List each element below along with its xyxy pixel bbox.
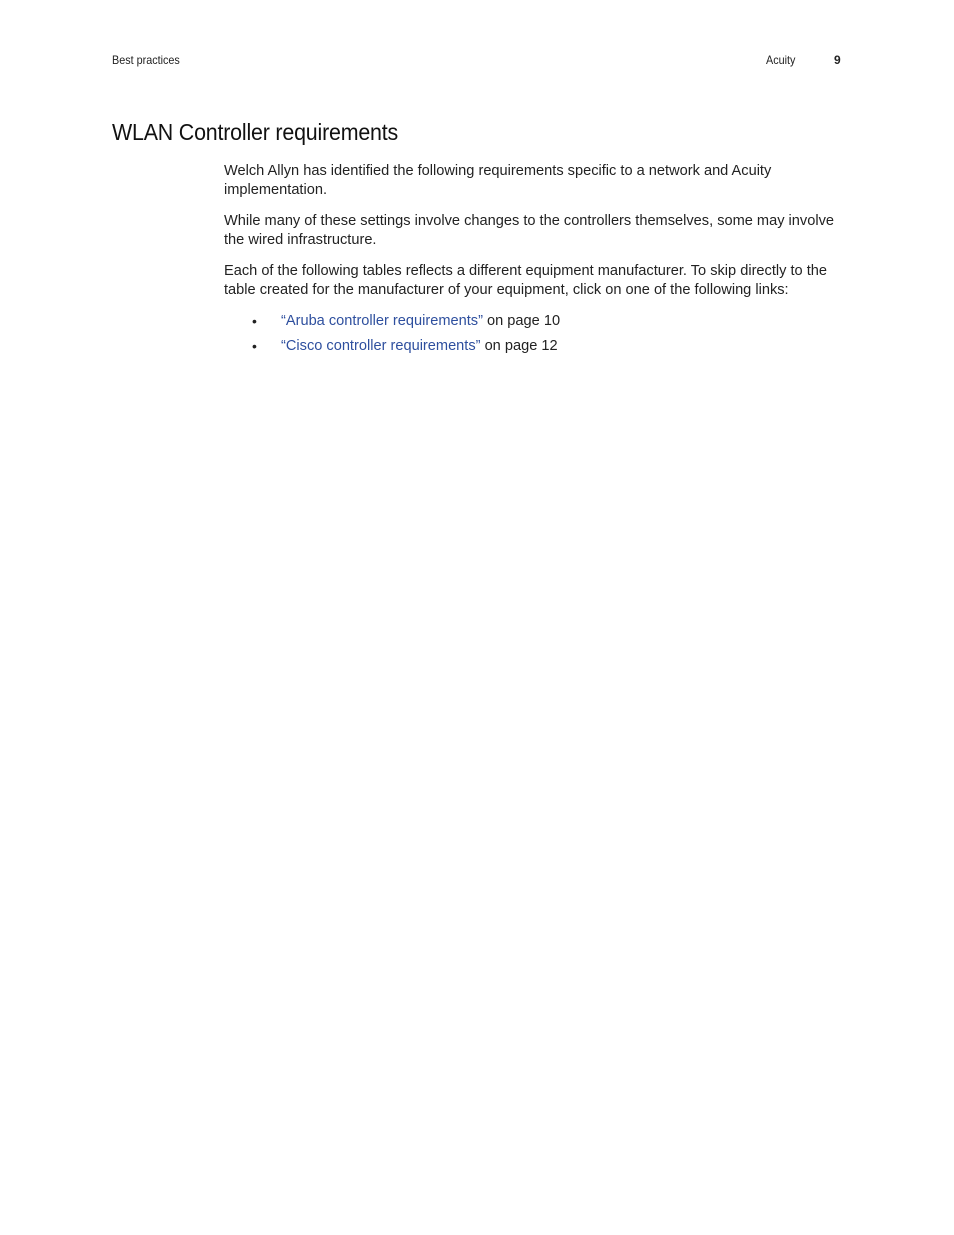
body-text bbox=[224, 162, 844, 362]
page-number: 9 bbox=[834, 53, 841, 67]
paragraph-settings: While many of these settings involve changes to the controllers themselves, some may involve the wired infrastructure. bbox=[224, 213, 834, 248]
paragraph-intro: Welch Allyn has identified the following requirements specific to a network and Acuity implementation. bbox=[224, 163, 772, 198]
bullet-icon: • bbox=[252, 313, 257, 329]
running-header-section: Best practices bbox=[112, 53, 180, 67]
aruba-requirements-link[interactable]: “Aruba controller requirements” bbox=[281, 313, 483, 329]
link-list bbox=[224, 312, 844, 362]
running-header-product: Acuity bbox=[766, 53, 796, 67]
page-reference: on page 10 bbox=[482, 313, 561, 329]
list-item bbox=[224, 312, 844, 337]
bullet-icon: • bbox=[252, 338, 257, 354]
paragraph-tables: Each of the following tables reflects a different equipment manufacturer. To skip directly to the table created for the manufacturer of your equipment, click on one of the following links: bbox=[224, 263, 828, 298]
cisco-requirements-link[interactable]: “Cisco controller requirements” bbox=[281, 338, 481, 354]
list-item bbox=[224, 337, 844, 362]
section-title: WLAN Controller requirements bbox=[112, 119, 399, 145]
page-reference: on page 12 bbox=[480, 338, 558, 354]
running-header-right bbox=[766, 53, 841, 67]
